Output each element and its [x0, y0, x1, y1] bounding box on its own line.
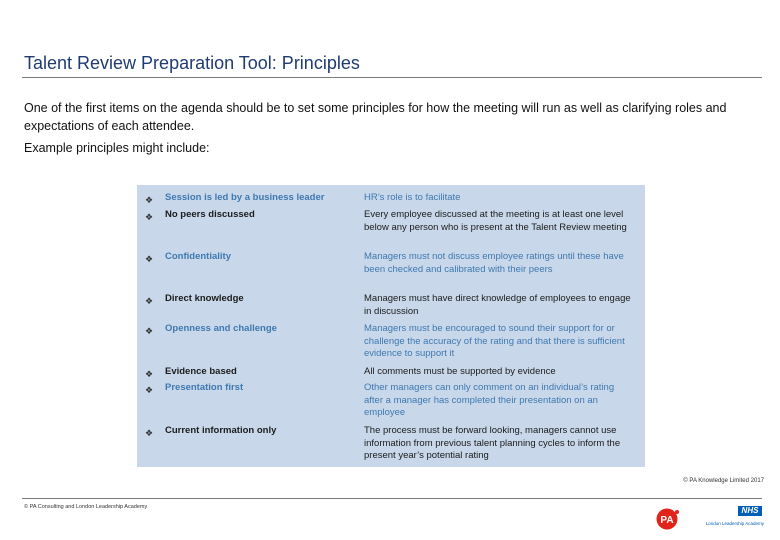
principle-description: Managers must not discuss employee ratings until these have been checked and calibrated with their peers [364, 251, 624, 275]
principle-label: Presentation first [165, 382, 244, 393]
diamond-bullet-icon: ❖ [145, 254, 154, 264]
footer-divider [22, 498, 762, 499]
intro-paragraph: One of the first items on the agenda should be to set some principles for how the meeting will run as well as clarifying roles and expectations of each attendee. [24, 101, 727, 133]
nhs-logo-icon: NHS [738, 506, 762, 516]
copyright-notice-right: © PA Knowledge Limited 2017 [683, 478, 764, 484]
diamond-bullet-icon: ❖ [145, 296, 154, 306]
principle-description: HR’s role is to facilitate [364, 192, 461, 203]
principle-description: The process must be forward looking, managers cannot use information from previous talent planning cycles to inform the present year’s potential rating [364, 425, 621, 461]
diamond-bullet-icon: ❖ [145, 385, 154, 395]
pa-logo-icon [656, 508, 680, 530]
principle-description: All comments must be supported by evidence [364, 366, 556, 377]
svg-text:PA: PA [660, 515, 674, 526]
diamond-bullet-icon: ❖ [145, 195, 154, 205]
diamond-bullet-icon: ❖ [145, 428, 154, 438]
principle-description: Managers must have direct knowledge of employees to engage in discussion [364, 293, 631, 317]
principle-label: Openness and challenge [165, 323, 277, 334]
principle-label: No peers discussed [165, 209, 255, 220]
principle-label: Confidentiality [165, 251, 231, 262]
principle-description: Other managers can only comment on an individual’s rating after a manager has completed their presentation on an employee [364, 382, 615, 418]
principle-label: Session is led by a business leader [165, 192, 325, 203]
principle-label: Evidence based [165, 366, 237, 377]
diamond-bullet-icon: ❖ [145, 326, 154, 336]
diamond-bullet-icon: ❖ [145, 212, 154, 222]
principle-description: Every employee discussed at the meeting is at least one level below any person who is present at the Talent Review meeting [364, 209, 627, 233]
principle-description: Managers must be encouraged to sound their support for or challenge the accuracy of the rating and that there is sufficient evidence to support it [364, 323, 625, 359]
title-divider [22, 77, 762, 78]
copyright-notice-left: © PA Consulting and London Leadership Academy [24, 504, 148, 510]
diamond-bullet-icon: ❖ [145, 369, 154, 379]
page-title: Talent Review Preparation Tool: Principles [24, 53, 360, 73]
nhs-subtitle: London Leadership Academy [705, 521, 764, 526]
principle-label: Direct knowledge [165, 293, 244, 304]
example-label: Example principles might include: [24, 141, 210, 155]
principle-label: Current information only [165, 425, 277, 436]
principles-panel [137, 185, 645, 467]
